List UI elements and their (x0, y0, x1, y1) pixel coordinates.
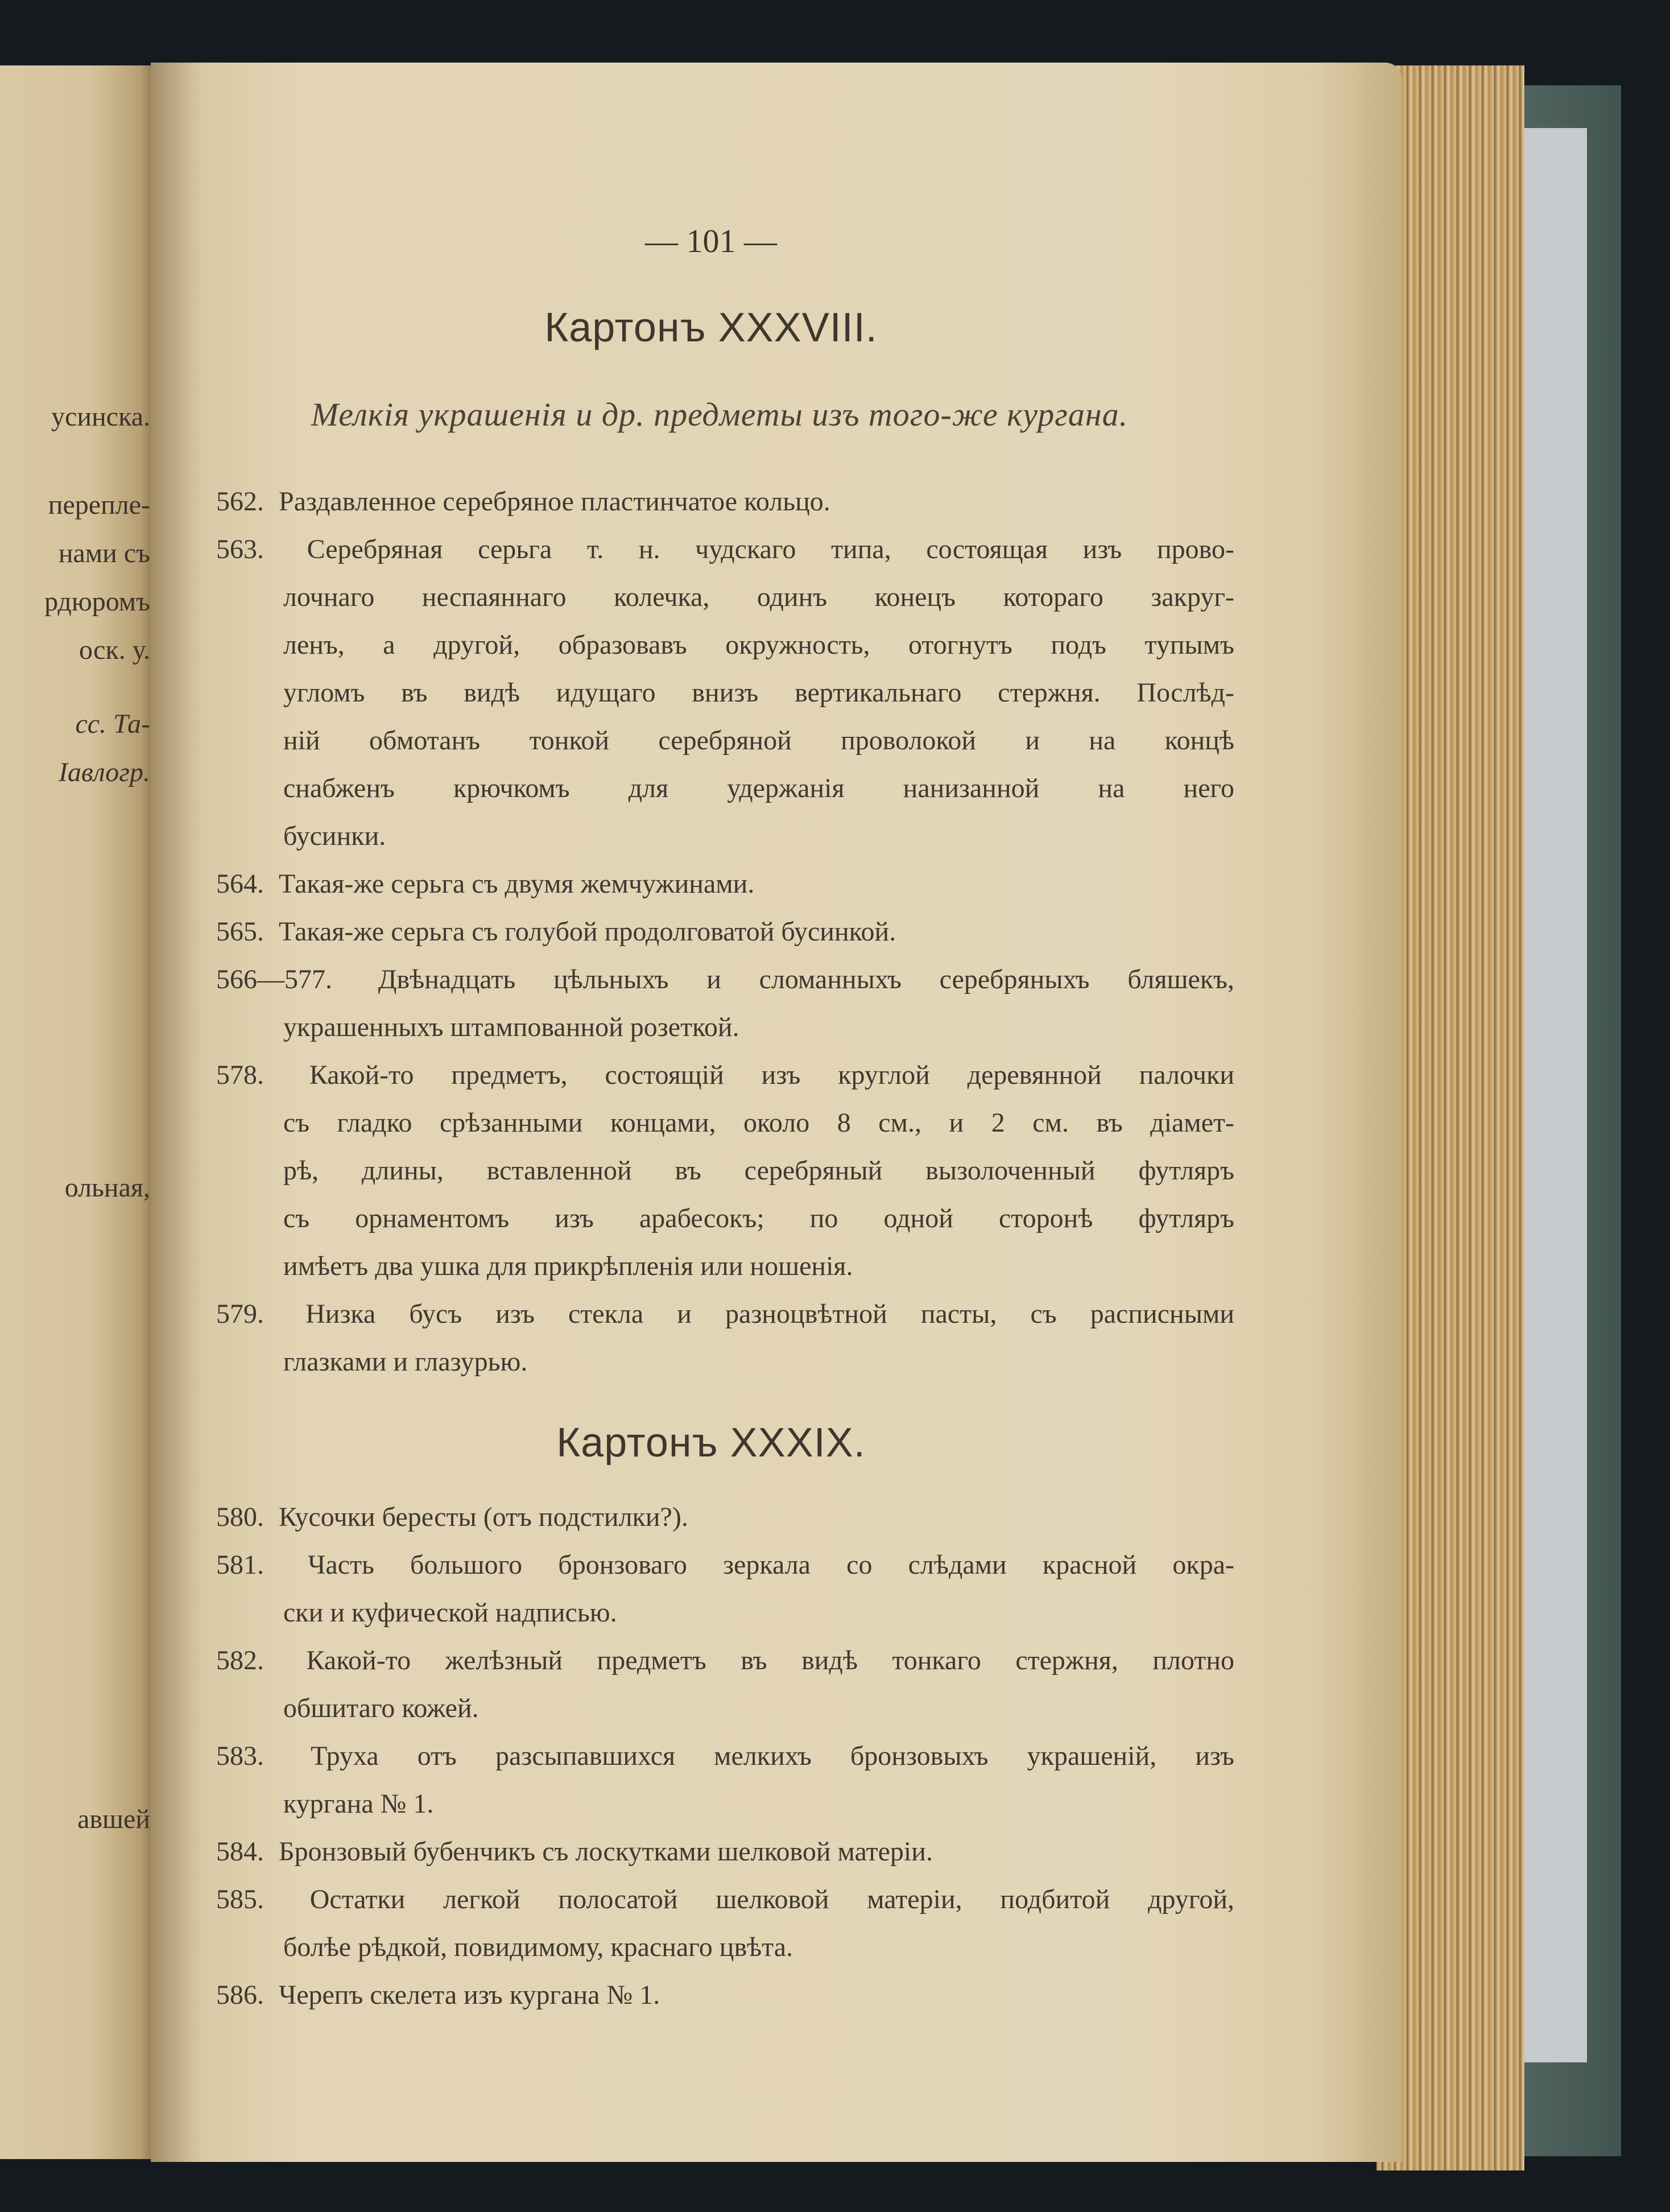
entry-continuation-line (216, 1780, 1234, 1828)
entry-text: Серебряная серьга т. н. чудскаго типа, состоящая изъ прово- (307, 534, 1234, 564)
entry-text: Часть большого бронзоваго зеркала со слѣдами красной окра- (308, 1550, 1235, 1580)
catalog-entry (216, 1828, 1234, 1876)
entry-text: Раздавленное серебряное пластинчатое кольцо. (279, 486, 830, 517)
entry-text: лочнаго неспаяннаго колечка, одинъ конецъ котораго закруг- (283, 582, 1234, 612)
left-page-line: усинска. (51, 402, 150, 432)
entry-text: обшитаго кожей. (283, 1693, 479, 1723)
entry-continuation-line (216, 1243, 1234, 1290)
entry-first-line (216, 860, 1234, 908)
entry-continuation-line (216, 1589, 1234, 1637)
catalog-entry (216, 1637, 1234, 1732)
entry-text: Двѣнадцать цѣльныхъ и сломанныхъ серебряныхъ бляшекъ, (378, 964, 1234, 994)
entry-text: Бронзовый бубенчикъ съ лоскутками шелковой матеріи. (279, 1837, 933, 1867)
catalog-entry (216, 860, 1234, 908)
catalog-entry (216, 1971, 1234, 2019)
entry-list (216, 478, 1234, 1386)
entry-text: съ гладко срѣзанными концами, около 8 см., и 2 см. въ діамет- (283, 1108, 1234, 1138)
entry-text: болѣе рѣдкой, повидимому, краснаго цвѣта. (283, 1932, 793, 1962)
entry-text: украшенныхъ штампованной розеткой. (283, 1012, 739, 1042)
entry-continuation-line (216, 717, 1234, 765)
entry-text: Кусочки бересты (отъ подстилки?). (279, 1502, 688, 1532)
left-page-line: перепле- (48, 490, 150, 520)
entry-number: 579. (216, 1299, 264, 1329)
section-heading: Картонъ XXXIX. (556, 1420, 866, 1466)
entry-first-line (216, 1828, 1234, 1876)
entry-text: Такая-же серьга съ двумя жемчужинами. (279, 869, 755, 899)
entry-number: 580. (216, 1502, 264, 1532)
catalog-entry (216, 526, 1234, 860)
entry-continuation-line (216, 1099, 1234, 1147)
entry-first-line (216, 1732, 1234, 1780)
entry-continuation-line (216, 1147, 1234, 1195)
left-page-line: рдюромъ (44, 587, 150, 617)
entry-text: Какой-то желѣзный предметъ въ видѣ тонкаго стержня, плотно (306, 1645, 1235, 1675)
entry-text: угломъ въ видѣ идущаго внизъ вертикальнаго стержня. Послѣд- (283, 678, 1234, 708)
entry-text: ній обмотанъ тонкой серебряной проволокой и на концѣ (283, 725, 1234, 756)
left-page-line: сс. Та- (75, 709, 150, 739)
entry-first-line (216, 1876, 1234, 1924)
entry-first-line (216, 1971, 1234, 2019)
entry-continuation-line (216, 765, 1234, 812)
entry-first-line (216, 908, 1234, 956)
entry-continuation-line (216, 669, 1234, 717)
catalog-entry (216, 908, 1234, 956)
entry-number: 584. (216, 1837, 264, 1867)
entry-number: 565. (216, 917, 264, 947)
section-subtitle: Мелкія украшенія и др. предметы изъ того-же кургана. (311, 396, 1129, 433)
entry-first-line (216, 1637, 1234, 1685)
entry-number: 563. (216, 534, 264, 564)
entry-continuation-line (216, 1924, 1234, 1971)
catalog-entry (216, 956, 1234, 1051)
left-page-line: авшей (77, 1804, 150, 1834)
entry-first-line (216, 526, 1234, 573)
entry-number: 582. (216, 1645, 264, 1675)
left-page-line: Іавлогр. (58, 757, 150, 787)
entry-continuation-line (216, 621, 1234, 669)
entry-continuation-line (216, 1338, 1234, 1386)
entry-continuation-line (216, 1195, 1234, 1243)
entry-text: Низка бусъ изъ стекла и разноцвѣтной пасты, съ расписными (305, 1299, 1235, 1329)
entry-number: 585. (216, 1884, 264, 1914)
entry-first-line (216, 1051, 1234, 1099)
entry-text: глазками и глазурью. (283, 1347, 528, 1377)
entry-first-line (216, 956, 1234, 1004)
entry-first-line (216, 1290, 1234, 1338)
entry-continuation-line (216, 812, 1234, 860)
entry-text: кургана № 1. (283, 1789, 434, 1819)
entry-number: 566—577. (216, 964, 332, 994)
left-page-line: оск. у. (78, 635, 150, 665)
entry-text: съ орнаментомъ изъ арабесокъ; по одной сторонѣ футляръ (283, 1203, 1234, 1233)
entry-first-line (216, 478, 1234, 526)
entry-text: бусинки. (283, 821, 386, 851)
entry-text: ленъ, а другой, образовавъ окружность, отогнутъ подъ тупымъ (283, 630, 1234, 660)
entry-number: 564. (216, 869, 264, 899)
catalog-entry (216, 1541, 1234, 1637)
entry-text: рѣ, длины, вставленной въ серебряный вызолоченный футляръ (283, 1155, 1234, 1186)
left-page (0, 65, 165, 2159)
catalog-entry (216, 1876, 1234, 1971)
left-page-line: нами съ (58, 538, 150, 568)
entry-number: 578. (216, 1060, 264, 1090)
entry-continuation-line (216, 1685, 1234, 1732)
entry-text: Труха отъ разсыпавшихся мелкихъ бронзовыхъ украшеній, изъ (311, 1741, 1235, 1771)
entry-number: 586. (216, 1980, 264, 2010)
entry-text: Черепъ скелета изъ кургана № 1. (279, 1980, 660, 2010)
entry-number: 581. (216, 1550, 264, 1580)
page-number: — 101 — (645, 222, 777, 259)
entry-text: ски и куфической надписью. (283, 1598, 617, 1628)
entry-text: имѣетъ два ушка для прикрѣпленія или ношенія. (283, 1251, 853, 1281)
entry-text: Остатки легкой полосатой шелковой матеріи, подбитой другой, (309, 1884, 1235, 1914)
entry-list (216, 1493, 1234, 2019)
left-page-line: ольная, (64, 1173, 150, 1203)
entry-continuation-line (216, 573, 1234, 621)
catalog-entry (216, 1732, 1234, 1828)
entry-text: снабженъ крючкомъ для удержанія нанизанной на него (283, 773, 1234, 803)
entry-text: Такая-же серьга съ голубой продолговатой бусинкой. (279, 917, 896, 947)
entry-number: 562. (216, 486, 264, 517)
catalog-entry (216, 1493, 1234, 1541)
entry-number: 583. (216, 1741, 264, 1771)
entry-continuation-line (216, 1004, 1234, 1051)
catalog-entry (216, 1051, 1234, 1290)
entry-first-line (216, 1493, 1234, 1541)
entry-first-line (216, 1541, 1234, 1589)
catalog-entry (216, 1290, 1234, 1386)
section-heading: Картонъ XXXVIII. (544, 305, 878, 350)
entry-text: Какой-то предметъ, состоящій изъ круглой деревянной палочки (309, 1060, 1235, 1090)
catalog-entry (216, 478, 1234, 526)
